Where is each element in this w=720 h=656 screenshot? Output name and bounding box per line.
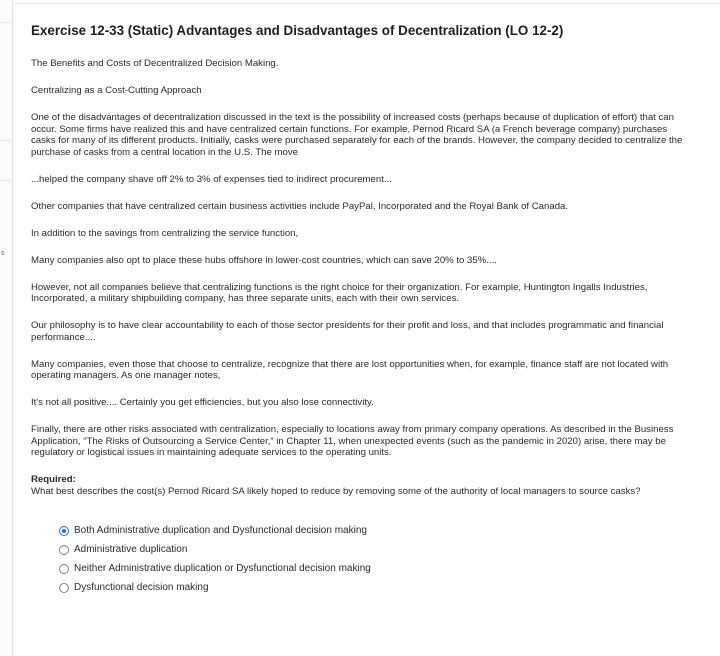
passage-quote: It's not all positive.... Certainly you get efficiencies, but you also lose connectivity. — [31, 397, 374, 408]
passage-paragraph: In addition to the savings from centralizing the service function, — [31, 227, 299, 239]
left-navigation-rail — [0, 0, 13, 656]
passage-paragraph: One of the disadvantages of decentralization discussed in the text is the possibility of increased costs (perhaps because of duplication of effort) that can occur. Some firms have realized this and have centralized certain functions. For example, Pernod Ricard SA (a French beverage company) purchases casks for many of its different products. Initially, casks were purchased separately for each of the brands. However, the company decided to centralize the purchase of casks from a central location in the U.S. The move — [31, 112, 683, 158]
top-divider — [12, 0, 720, 4]
radio-button[interactable] — [59, 564, 69, 574]
answer-option[interactable] — [59, 540, 691, 559]
answer-option[interactable] — [59, 559, 691, 578]
answer-option[interactable] — [59, 578, 691, 597]
radio-button[interactable] — [59, 545, 69, 555]
answer-option[interactable] — [59, 521, 691, 540]
passage-paragraph: Many companies, even those that choose to centralize, recognize that there are lost opportunities when, for example, finance staff are not located with operating managers. As one manager notes, — [31, 358, 669, 381]
passage-heading: The Benefits and Costs of Decentralized Decision Making. — [31, 58, 279, 69]
exercise-title: Exercise 12-33 (Static) Advantages and Disadvantages of Decentralization (LO 12-2) — [31, 23, 564, 38]
passage-quote: Our philosophy is to have clear accountability to each of those sector presidents for their profit and loss, and that includes programmatic and financial performance.... — [31, 320, 664, 343]
radio-button[interactable] — [59, 583, 69, 593]
rail-tab[interactable] — [0, 22, 12, 141]
passage-quote: ...helped the company shave off 2% to 3% of expenses tied to indirect procurement... — [31, 173, 392, 185]
passage-paragraph: However, not all companies believe that centralizing functions is the right choice for their organization. For example, Huntington Ingalls Industries, Incorporated, a military shipbuilding company, has three separate units, each with their own services. — [31, 281, 648, 304]
required-label: Required: — [31, 474, 76, 485]
exercise-content — [31, 22, 691, 597]
answer-option-label: Administrative duplication — [74, 543, 188, 555]
passage-paragraph: Other companies that have centralized certain business activities include PayPal, Incorporated and the Royal Bank of Canada. — [31, 200, 569, 212]
required-question — [31, 474, 691, 497]
rail-tab[interactable] — [0, 140, 12, 181]
answer-option-label: Neither Administrative duplication or Dysfunctional decision making — [74, 562, 371, 574]
passage-paragraph: Finally, there are other risks associated with centralization, especially to locations away from primary company operations. As described in the Business Application, “The Risks of Outsourcing a Service Center,” in Chapter 11, when unexpected events (such as the pandemic in 2020) arise, there may be regulatory or logistical issues in maintaining adequate services to the operating units. — [31, 424, 674, 458]
rail-tab[interactable] — [0, 180, 12, 281]
answer-option-label: Both Administrative duplication and Dysfunctional decision making — [74, 524, 367, 536]
rail-mark: s — [1, 250, 5, 257]
passage-quote: Many companies also opt to place these hubs offshore in lower-cost countries, which can save 20% to 35%.... — [31, 254, 497, 266]
passage-subheading: Centralizing as a Cost-Cutting Approach — [31, 85, 202, 96]
answer-options — [59, 521, 691, 597]
question-text: What best describes the cost(s) Pernod Ricard SA likely hoped to reduce by removing some of the authority of local managers to source casks? — [31, 485, 641, 497]
radio-button-selected[interactable] — [59, 526, 69, 536]
answer-option-label: Dysfunctional decision making — [74, 581, 209, 593]
